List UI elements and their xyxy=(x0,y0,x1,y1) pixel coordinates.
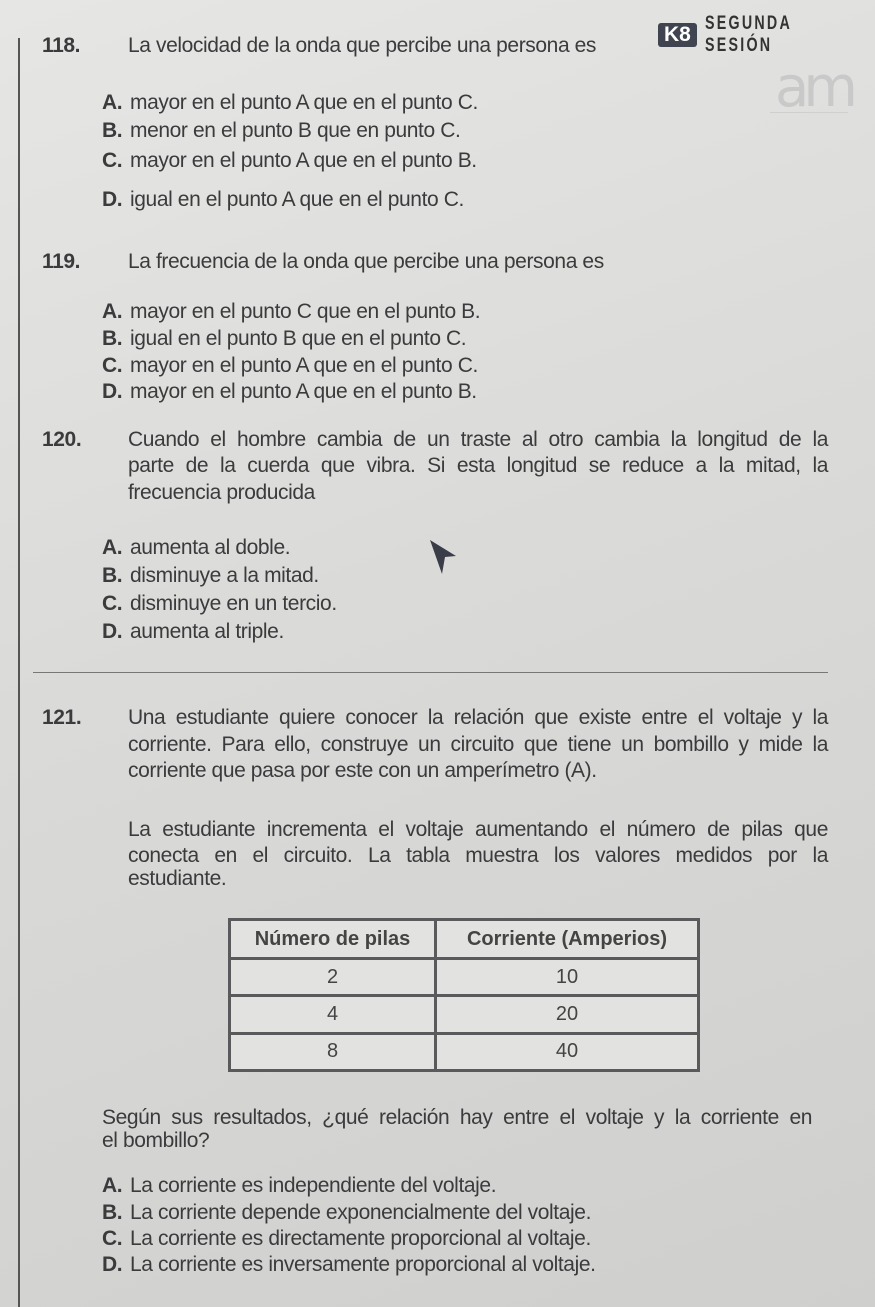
question-text: parte de la cuerda que vibra. Si esta longitud se reduce a la mitad, la xyxy=(128,454,828,477)
session-title: SEGUNDA SESIÓN xyxy=(704,13,792,56)
table-row xyxy=(230,1033,699,1070)
option-letter: B. xyxy=(102,119,123,142)
option-text: mayor en el punto A que en el punto C. xyxy=(130,91,478,114)
column-header: Número de pilas xyxy=(230,920,436,959)
option-text: menor en el punto B que en punto C. xyxy=(130,119,461,142)
table-header-row xyxy=(230,920,699,959)
option-letter: D. xyxy=(102,380,123,403)
option-letter: B. xyxy=(102,327,123,350)
option-b[interactable] xyxy=(102,327,466,351)
option-text: La corriente es independiente del voltaje. xyxy=(130,1174,497,1197)
option-d[interactable] xyxy=(102,1253,596,1277)
table-cell: 8 xyxy=(230,1033,436,1070)
question-text: corriente. Para ello, construye un circuito que tiene un bombillo y mide la xyxy=(128,733,828,756)
option-text: mayor en el punto A que en el punto B. xyxy=(130,149,477,172)
session-header xyxy=(658,13,875,57)
question-text: corriente que pasa por este con un amperímetro (A). xyxy=(128,759,597,782)
option-letter: A. xyxy=(102,300,123,323)
option-text: igual en el punto B que en el punto C. xyxy=(130,327,467,350)
option-letter: A. xyxy=(102,536,123,559)
prompt-text: Según sus resultados, ¿qué relación hay entre el voltaje y la corriente en xyxy=(102,1106,812,1129)
table-row xyxy=(230,959,699,996)
option-letter: C. xyxy=(102,1227,123,1250)
question-text: La velocidad de la onda que percibe una persona es xyxy=(128,34,597,57)
section-divider xyxy=(33,672,828,673)
option-text: aumenta al triple. xyxy=(130,620,284,643)
question-text: Cuando el hombre cambia de un traste al otro cambia la longitud de la xyxy=(128,428,828,451)
question-number: 120. xyxy=(42,428,82,451)
option-c[interactable] xyxy=(102,149,477,173)
option-d[interactable] xyxy=(102,620,284,644)
option-text: disminuye a la mitad. xyxy=(130,564,319,587)
option-a[interactable] xyxy=(102,91,478,115)
logo-underline xyxy=(770,112,848,135)
option-a[interactable] xyxy=(102,536,290,560)
option-a[interactable] xyxy=(102,1174,496,1198)
option-d[interactable] xyxy=(102,188,464,212)
option-letter: D. xyxy=(102,1253,123,1276)
option-text: disminuye en un tercio. xyxy=(130,592,337,615)
option-text: mayor en el punto C que en el punto B. xyxy=(130,300,481,323)
table-cell: 2 xyxy=(230,959,436,996)
context-text: La estudiante incrementa el voltaje aumentando el número de pilas que xyxy=(128,818,828,841)
option-letter: C. xyxy=(102,354,123,377)
option-b[interactable] xyxy=(102,119,460,143)
option-c[interactable] xyxy=(102,592,337,616)
option-text: igual en el punto A que en el punto C. xyxy=(130,188,464,211)
option-letter: D. xyxy=(102,188,123,211)
am-logo-watermark: am xyxy=(775,55,852,120)
option-b[interactable] xyxy=(102,564,319,588)
question-text: frecuencia producida xyxy=(128,481,315,504)
prompt-text: el bombillo? xyxy=(102,1129,210,1152)
table-cell: 4 xyxy=(230,996,436,1033)
k8-badge: K8 xyxy=(658,23,697,47)
option-letter: C. xyxy=(102,592,123,615)
option-letter: B. xyxy=(102,1201,123,1224)
option-letter: C. xyxy=(102,149,123,172)
option-letter: A. xyxy=(102,91,123,114)
option-letter: B. xyxy=(102,564,123,587)
question-number: 121. xyxy=(42,706,82,729)
table-cell: 40 xyxy=(436,1033,699,1070)
option-text: mayor en el punto A que en el punto C. xyxy=(130,354,478,377)
option-c[interactable] xyxy=(102,354,478,378)
context-text: conecta en el circuito. La tabla muestra los valores medidos por la xyxy=(128,844,828,867)
option-a[interactable] xyxy=(102,300,480,324)
question-number: 118. xyxy=(42,34,81,57)
table-cell: 10 xyxy=(436,959,699,996)
option-letter: A. xyxy=(102,1174,123,1197)
option-text: La corriente es inversamente proporcional al voltaje. xyxy=(130,1253,596,1276)
option-c[interactable] xyxy=(102,1227,591,1251)
context-text: estudiante. xyxy=(128,867,227,890)
table-row xyxy=(230,996,699,1033)
option-text: mayor en el punto A que en el punto B. xyxy=(130,380,477,403)
question-number: 119. xyxy=(42,250,81,273)
option-text: aumenta al doble. xyxy=(130,536,291,559)
option-text: La corriente depende exponencialmente del voltaje. xyxy=(130,1201,592,1224)
option-b[interactable] xyxy=(102,1201,591,1225)
data-table xyxy=(228,918,700,1072)
table-cell: 20 xyxy=(436,996,699,1033)
option-d[interactable] xyxy=(102,380,477,404)
question-text: Una estudiante quiere conocer la relación que existe entre el voltaje y la xyxy=(128,706,828,729)
column-header: Corriente (Amperios) xyxy=(436,920,699,959)
option-letter: D. xyxy=(102,620,123,643)
option-text: La corriente es directamente proporcional al voltaje. xyxy=(130,1227,591,1250)
mouse-cursor-icon xyxy=(428,538,458,578)
question-text: La frecuencia de la onda que percibe una persona es xyxy=(128,250,604,273)
page-margin-line xyxy=(18,38,20,1307)
